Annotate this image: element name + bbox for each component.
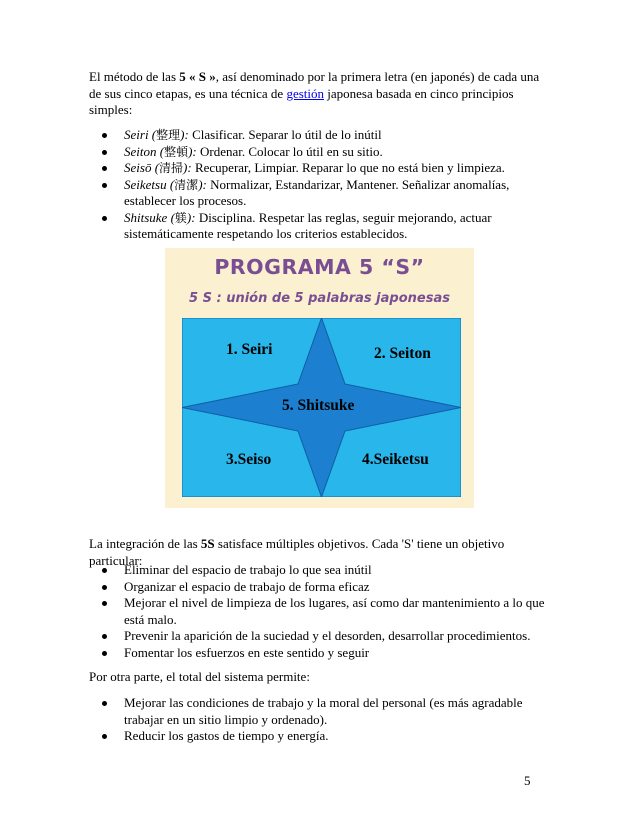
figure-title: PROGRAMA 5 “S” — [214, 255, 425, 279]
principle-close: ): — [198, 176, 207, 192]
intro-text: , así denominado por la primera letra (en japonés) de cada una de sus cinco etapas, es una técnica de — [89, 69, 540, 101]
system-list — [89, 695, 559, 745]
principle-close: ): — [186, 209, 196, 225]
intro-text: El método de las — [89, 69, 180, 84]
principle-desc: Ordenar. Colocar lo útil en su sitio. — [196, 143, 383, 159]
principle-close: ): — [180, 127, 189, 142]
principle-name: Seiton ( — [124, 143, 165, 159]
gestion-link[interactable]: gestión — [286, 85, 325, 101]
quadrant-label-seiketsu: 4.Seiketsu — [362, 451, 429, 468]
principle-close: ): — [183, 160, 192, 175]
quadrant-label-seiri: 1. Seiri — [226, 341, 273, 358]
system-paragraph: Por otra parte, el total del sistema permite: — [89, 669, 310, 684]
figure-panel — [182, 318, 461, 497]
list-item: Organizar el espacio de trabajo de forma eficaz — [89, 579, 559, 596]
principle-kanji: 整頓 — [164, 144, 189, 159]
principles-list — [89, 127, 559, 243]
intro-text: japonesa basada en cinco principios simples: — [89, 85, 514, 117]
objectives-list — [89, 562, 559, 661]
principle-name: Shitsuke ( — [124, 209, 175, 225]
program-5s-figure — [165, 248, 474, 508]
integration-text: satisface múltiples objetivos. Cada 'S' tiene un objetivo particular: — [89, 536, 505, 568]
list-item: Mejorar el nivel de limpieza de los lugares, así como dar mantenimiento a lo que está malo. — [89, 595, 559, 628]
list-item: Reducir los gastos de tiempo y energía. — [89, 728, 559, 745]
principle-desc: Normalizar, Estandarizar, Mantener. Señalizar anomalías, establecer los procesos. — [124, 176, 510, 208]
principle-desc: Recuperar, Limpiar. Reparar lo que no está bien y limpieza. — [191, 160, 505, 175]
principle-desc: Clasificar. Separar lo útil de lo inútil — [188, 127, 382, 142]
list-item — [89, 127, 559, 144]
principle-desc: Disciplina. Respetar las reglas, seguir mejorando, actuar sistemáticamente respetando los criterios establecidos. — [124, 209, 492, 241]
list-item — [89, 177, 559, 210]
page-number: 5 — [524, 773, 531, 788]
principle-kanji: 躾 — [174, 210, 187, 225]
principle-kanji: 清潔 — [174, 177, 199, 192]
principle-name: Seiketsu ( — [124, 176, 175, 192]
list-item: Mejorar las condiciones de trabajo y la moral del personal (es más agradable trabajar en un sitio limpio y ordenado). — [89, 695, 559, 728]
principle-close: ): — [188, 143, 197, 159]
list-item: Prevenir la aparición de la suciedad y el desorden, desarrollar procedimientos. — [89, 628, 559, 645]
list-item: Eliminar del espacio de trabajo lo que sea inútil — [89, 562, 559, 579]
list-item — [89, 210, 559, 243]
integration-bold: 5S — [200, 536, 215, 551]
list-item — [89, 144, 559, 161]
center-label-shitsuke: 5. Shitsuke — [282, 397, 355, 414]
quadrant-label-seiton: 2. Seiton — [374, 345, 431, 362]
list-item — [89, 160, 559, 177]
intro-bold: 5 « S » — [179, 69, 216, 84]
principle-kanji: 清掃 — [159, 161, 184, 175]
figure-subtitle: 5 S : unión de 5 palabras japonesas — [189, 291, 450, 306]
principle-kanji: 整理 — [156, 128, 181, 142]
principle-name: Seisō ( — [124, 160, 160, 175]
principle-name: Seiri ( — [124, 127, 157, 142]
quadrant-label-seiso: 3.Seiso — [226, 451, 272, 468]
list-item: Fomentar los esfuerzos en este sentido y seguir — [89, 645, 559, 662]
intro-paragraph — [89, 69, 549, 119]
integration-text: La integración de las — [89, 536, 201, 551]
